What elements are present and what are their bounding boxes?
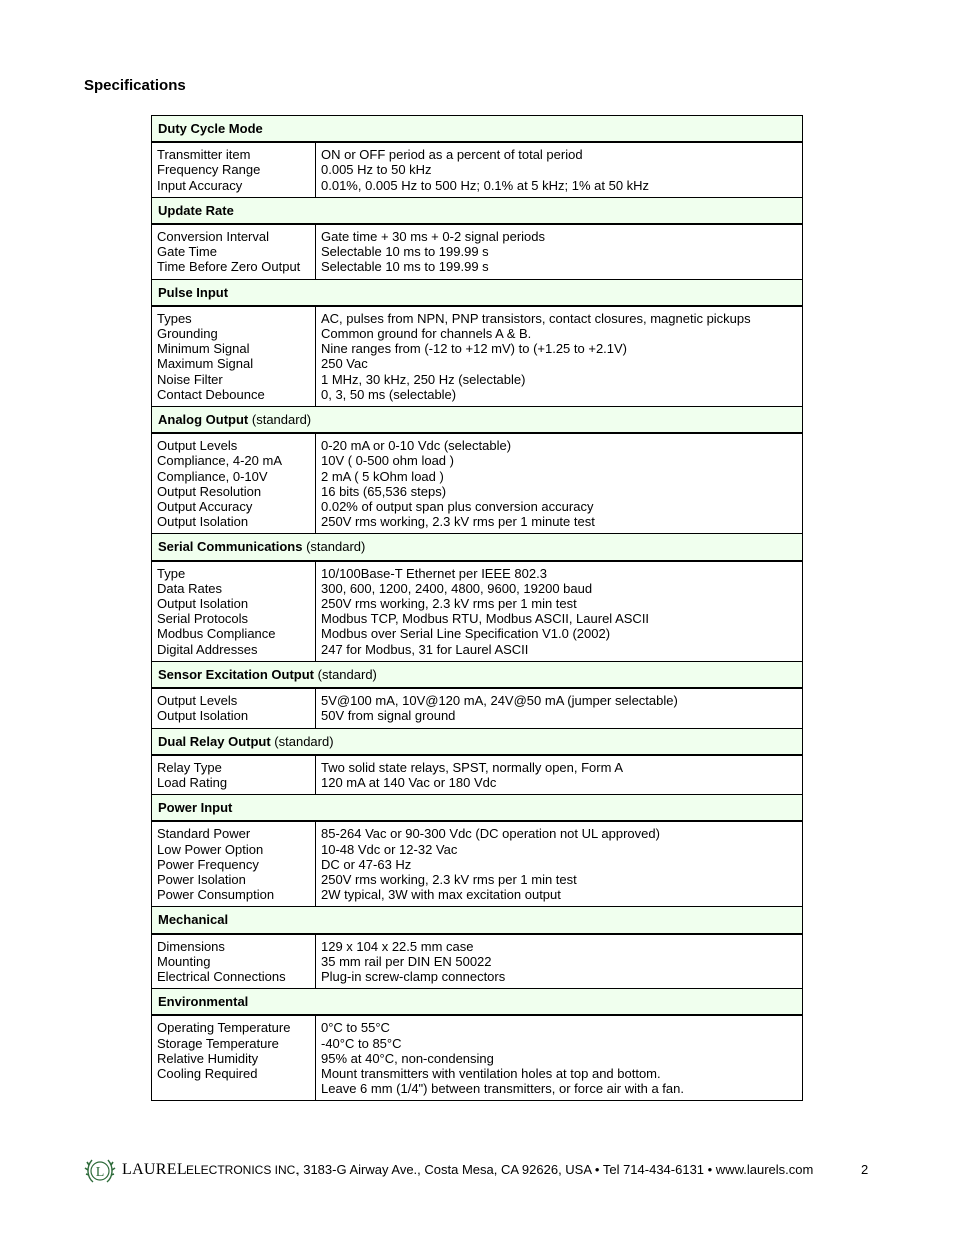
spec-value: 247 for Modbus, 31 for Laurel ASCII: [321, 641, 529, 657]
spec-value: Selectable 10 ms to 199.99 s: [321, 244, 489, 260]
spec-values: [316, 755, 803, 795]
section-title: Environmental: [158, 994, 249, 1010]
spec-labels: [152, 934, 316, 989]
spec-label: Gate Time: [157, 244, 217, 260]
spec-value: 50V from signal ground: [321, 708, 456, 724]
spec-labels: [152, 688, 316, 728]
spec-label: Output Levels: [157, 438, 238, 454]
spec-label: Electrical Connections: [157, 968, 286, 984]
spec-value: Two solid state relays, SPST, normally open, Form A: [321, 759, 624, 775]
spec-label: Serial Protocols: [157, 611, 249, 627]
spec-label: Mounting: [157, 953, 211, 969]
spec-label: Output Isolation: [157, 708, 249, 724]
section-title: Power Input: [158, 800, 233, 816]
spec-label: Storage Temperature: [157, 1035, 279, 1051]
spec-labels: [152, 561, 316, 662]
section-header: [152, 534, 803, 561]
section-body-row: [152, 755, 803, 795]
spec-label: Maximum Signal: [157, 356, 254, 372]
section-header: [152, 795, 803, 822]
spec-labels: [152, 224, 316, 279]
spec-label: Load Rating: [157, 774, 228, 790]
spec-label: Low Power Option: [157, 841, 264, 857]
spec-label: Digital Addresses: [157, 641, 258, 657]
spec-value: 0-20 mA or 0-10 Vdc (selectable): [321, 438, 512, 454]
section-header: [152, 728, 803, 755]
spec-label: Contact Debounce: [157, 386, 265, 402]
section-header-row: [152, 116, 803, 143]
section-body-row: [152, 306, 803, 407]
spec-label: Noise Filter: [157, 371, 223, 387]
spec-value: 85-264 Vac or 90-300 Vdc (DC operation not UL approved): [321, 826, 660, 842]
spec-value: 120 mA at 140 Vac or 180 Vdc: [321, 774, 497, 790]
section-header-row: [152, 197, 803, 224]
specifications-table: [151, 115, 803, 1101]
spec-value: 10-48 Vdc or 12-32 Vac: [321, 841, 458, 857]
spec-values: [316, 224, 803, 279]
section-title: Sensor Excitation Output: [158, 666, 315, 682]
section-title: Pulse Input: [158, 284, 229, 300]
spec-value: Mount transmitters with ventilation holes at top and bottom.: [321, 1065, 661, 1081]
section-note: (standard): [302, 539, 366, 555]
spec-value: 16 bits (65,536 steps): [321, 483, 447, 499]
spec-value: 10V ( 0-500 ohm load ): [321, 453, 454, 469]
laurel-logo-icon: [84, 1155, 116, 1187]
spec-label: Compliance, 4-20 mA: [157, 453, 282, 469]
section-header: [152, 989, 803, 1016]
section-header-row: [152, 989, 803, 1016]
spec-label: Grounding: [157, 326, 218, 342]
section-title: Mechanical: [158, 912, 229, 928]
spec-values: [316, 688, 803, 728]
page-title: Specifications: [84, 77, 186, 94]
section-note: (standard): [248, 412, 312, 428]
spec-label: Modbus Compliance: [157, 626, 276, 642]
spec-value: 129 x 104 x 22.5 mm case: [321, 938, 474, 954]
section-header-row: [152, 795, 803, 822]
spec-label: Minimum Signal: [157, 341, 250, 357]
spec-label: Type: [157, 565, 186, 581]
spec-values: [316, 821, 803, 907]
section-header-row: [152, 534, 803, 561]
spec-label: Power Frequency: [157, 856, 259, 872]
spec-labels: [152, 433, 316, 534]
spec-label: Conversion Interval: [157, 229, 269, 245]
spec-value: Nine ranges from (-12 to +12 mV) to (+1.25 to +2.1V): [321, 341, 628, 357]
spec-label: Data Rates: [157, 580, 223, 596]
spec-label: Time Before Zero Output: [157, 259, 301, 275]
section-body-row: [152, 433, 803, 534]
page-number: 2: [861, 1162, 869, 1177]
spec-value: Gate time + 30 ms + 0-2 signal periods: [321, 229, 546, 245]
footer-brand: LAUREL: [122, 1161, 187, 1178]
spec-values: [316, 934, 803, 989]
footer-address: , 3183-G Airway Ave., Costa Mesa, CA 92626, USA • Tel 714-434-6131 • www.laurels.com: [296, 1162, 814, 1177]
spec-label: Dimensions: [157, 938, 225, 954]
spec-label: Frequency Range: [157, 162, 261, 178]
section-header: [152, 197, 803, 224]
spec-value: 300, 600, 1200, 2400, 4800, 9600, 19200 baud: [321, 580, 593, 596]
spec-labels: [152, 306, 316, 407]
section-body-row: [152, 688, 803, 728]
spec-label: Transmitter item: [157, 147, 251, 163]
section-header-row: [152, 279, 803, 306]
spec-label: Output Accuracy: [157, 499, 253, 515]
section-header-row: [152, 661, 803, 688]
section-header-row: [152, 407, 803, 434]
spec-label: Input Accuracy: [157, 177, 243, 193]
section-body-row: [152, 561, 803, 662]
spec-label: Power Isolation: [157, 871, 246, 887]
spec-value: Common ground for channels A & B.: [321, 326, 532, 342]
spec-value: 250V rms working, 2.3 kV rms per 1 min test: [321, 596, 577, 612]
spec-value: 0.005 Hz to 50 kHz: [321, 162, 432, 178]
section-header: [152, 661, 803, 688]
section-title: Dual Relay Output: [158, 733, 271, 749]
spec-label: Output Levels: [157, 693, 238, 709]
section-header: [152, 407, 803, 434]
spec-value: 0°C to 55°C: [321, 1020, 390, 1036]
spec-value: 0.01%, 0.005 Hz to 500 Hz; 0.1% at 5 kHz; 1% at 50 kHz: [321, 177, 650, 193]
spec-label: Cooling Required: [157, 1065, 258, 1081]
spec-value: -40°C to 85°C: [321, 1035, 402, 1051]
section-title: Duty Cycle Mode: [158, 121, 263, 136]
spec-values: [316, 306, 803, 407]
spec-value: 5V@100 mA, 10V@120 mA, 24V@50 mA (jumper selectable): [321, 693, 678, 709]
section-body-row: [152, 934, 803, 989]
section-title: Serial Communications: [158, 539, 303, 555]
footer: [84, 1155, 874, 1189]
section-note: (standard): [270, 733, 334, 749]
section-body-row: [152, 1015, 803, 1101]
spec-value: 95% at 40°C, non-condensing: [321, 1050, 494, 1066]
section-body-row: [152, 821, 803, 907]
spec-label: Operating Temperature: [157, 1020, 291, 1036]
section-title: Update Rate: [158, 202, 234, 218]
section-header: [152, 116, 803, 143]
spec-value: 250 Vac: [321, 356, 368, 372]
section-header-row: [152, 907, 803, 934]
spec-label: Power Consumption: [157, 887, 275, 903]
svg-text:L: L: [95, 1165, 105, 1180]
spec-value: Leave 6 mm (1/4") between transmitters, or force air with a fan.: [321, 1081, 684, 1097]
spec-values: [316, 561, 803, 662]
spec-labels: [152, 142, 316, 197]
spec-value: 250V rms working, 2.3 kV rms per 1 min test: [321, 871, 577, 887]
spec-label: Output Resolution: [157, 483, 262, 499]
section-header: [152, 907, 803, 934]
spec-label: Output Isolation: [157, 514, 249, 530]
spec-values: [316, 142, 803, 197]
spec-label: Compliance, 0-10V: [157, 468, 268, 484]
spec-value: Selectable 10 ms to 199.99 s: [321, 259, 489, 275]
spec-value: 0, 3, 50 ms (selectable): [321, 386, 457, 402]
spec-value: 1 MHz, 30 kHz, 250 Hz (selectable): [321, 371, 526, 387]
spec-value: Modbus over Serial Line Specification V1.0 (2002): [321, 626, 611, 642]
section-body-row: [152, 142, 803, 197]
footer-company: ELECTRONICS INC.: [186, 1163, 299, 1177]
section-body-row: [152, 224, 803, 279]
section-header: [152, 279, 803, 306]
spec-labels: [152, 755, 316, 795]
spec-value: 0.02% of output span plus conversion accuracy: [321, 499, 594, 515]
spec-label: Relative Humidity: [157, 1050, 259, 1066]
spec-value: DC or 47-63 Hz: [321, 856, 412, 872]
spec-label: Output Isolation: [157, 596, 249, 612]
spec-value: 2W typical, 3W with max excitation output: [321, 887, 561, 903]
spec-value: 35 mm rail per DIN EN 50022: [321, 953, 492, 969]
spec-label: Standard Power: [157, 826, 251, 842]
spec-labels: [152, 1015, 316, 1101]
spec-value: AC, pulses from NPN, PNP transistors, contact closures, magnetic pickups: [321, 310, 751, 326]
spec-values: [316, 433, 803, 534]
section-header-row: [152, 728, 803, 755]
section-note: (standard): [314, 666, 377, 682]
spec-values: [316, 1015, 803, 1101]
spec-labels: [152, 821, 316, 907]
spec-value: 10/100Base-T Ethernet per IEEE 802.3: [321, 565, 547, 581]
spec-label: Relay Type: [157, 759, 222, 775]
spec-value: 250V rms working, 2.3 kV rms per 1 minute test: [321, 514, 595, 530]
spec-label: Types: [157, 310, 192, 326]
spec-value: Plug-in screw-clamp connectors: [321, 968, 506, 984]
spec-value: 2 mA ( 5 kOhm load ): [321, 468, 444, 484]
spec-value: ON or OFF period as a percent of total period: [321, 147, 583, 163]
spec-value: Modbus TCP, Modbus RTU, Modbus ASCII, Laurel ASCII: [321, 611, 650, 627]
section-title: Analog Output: [158, 412, 249, 428]
